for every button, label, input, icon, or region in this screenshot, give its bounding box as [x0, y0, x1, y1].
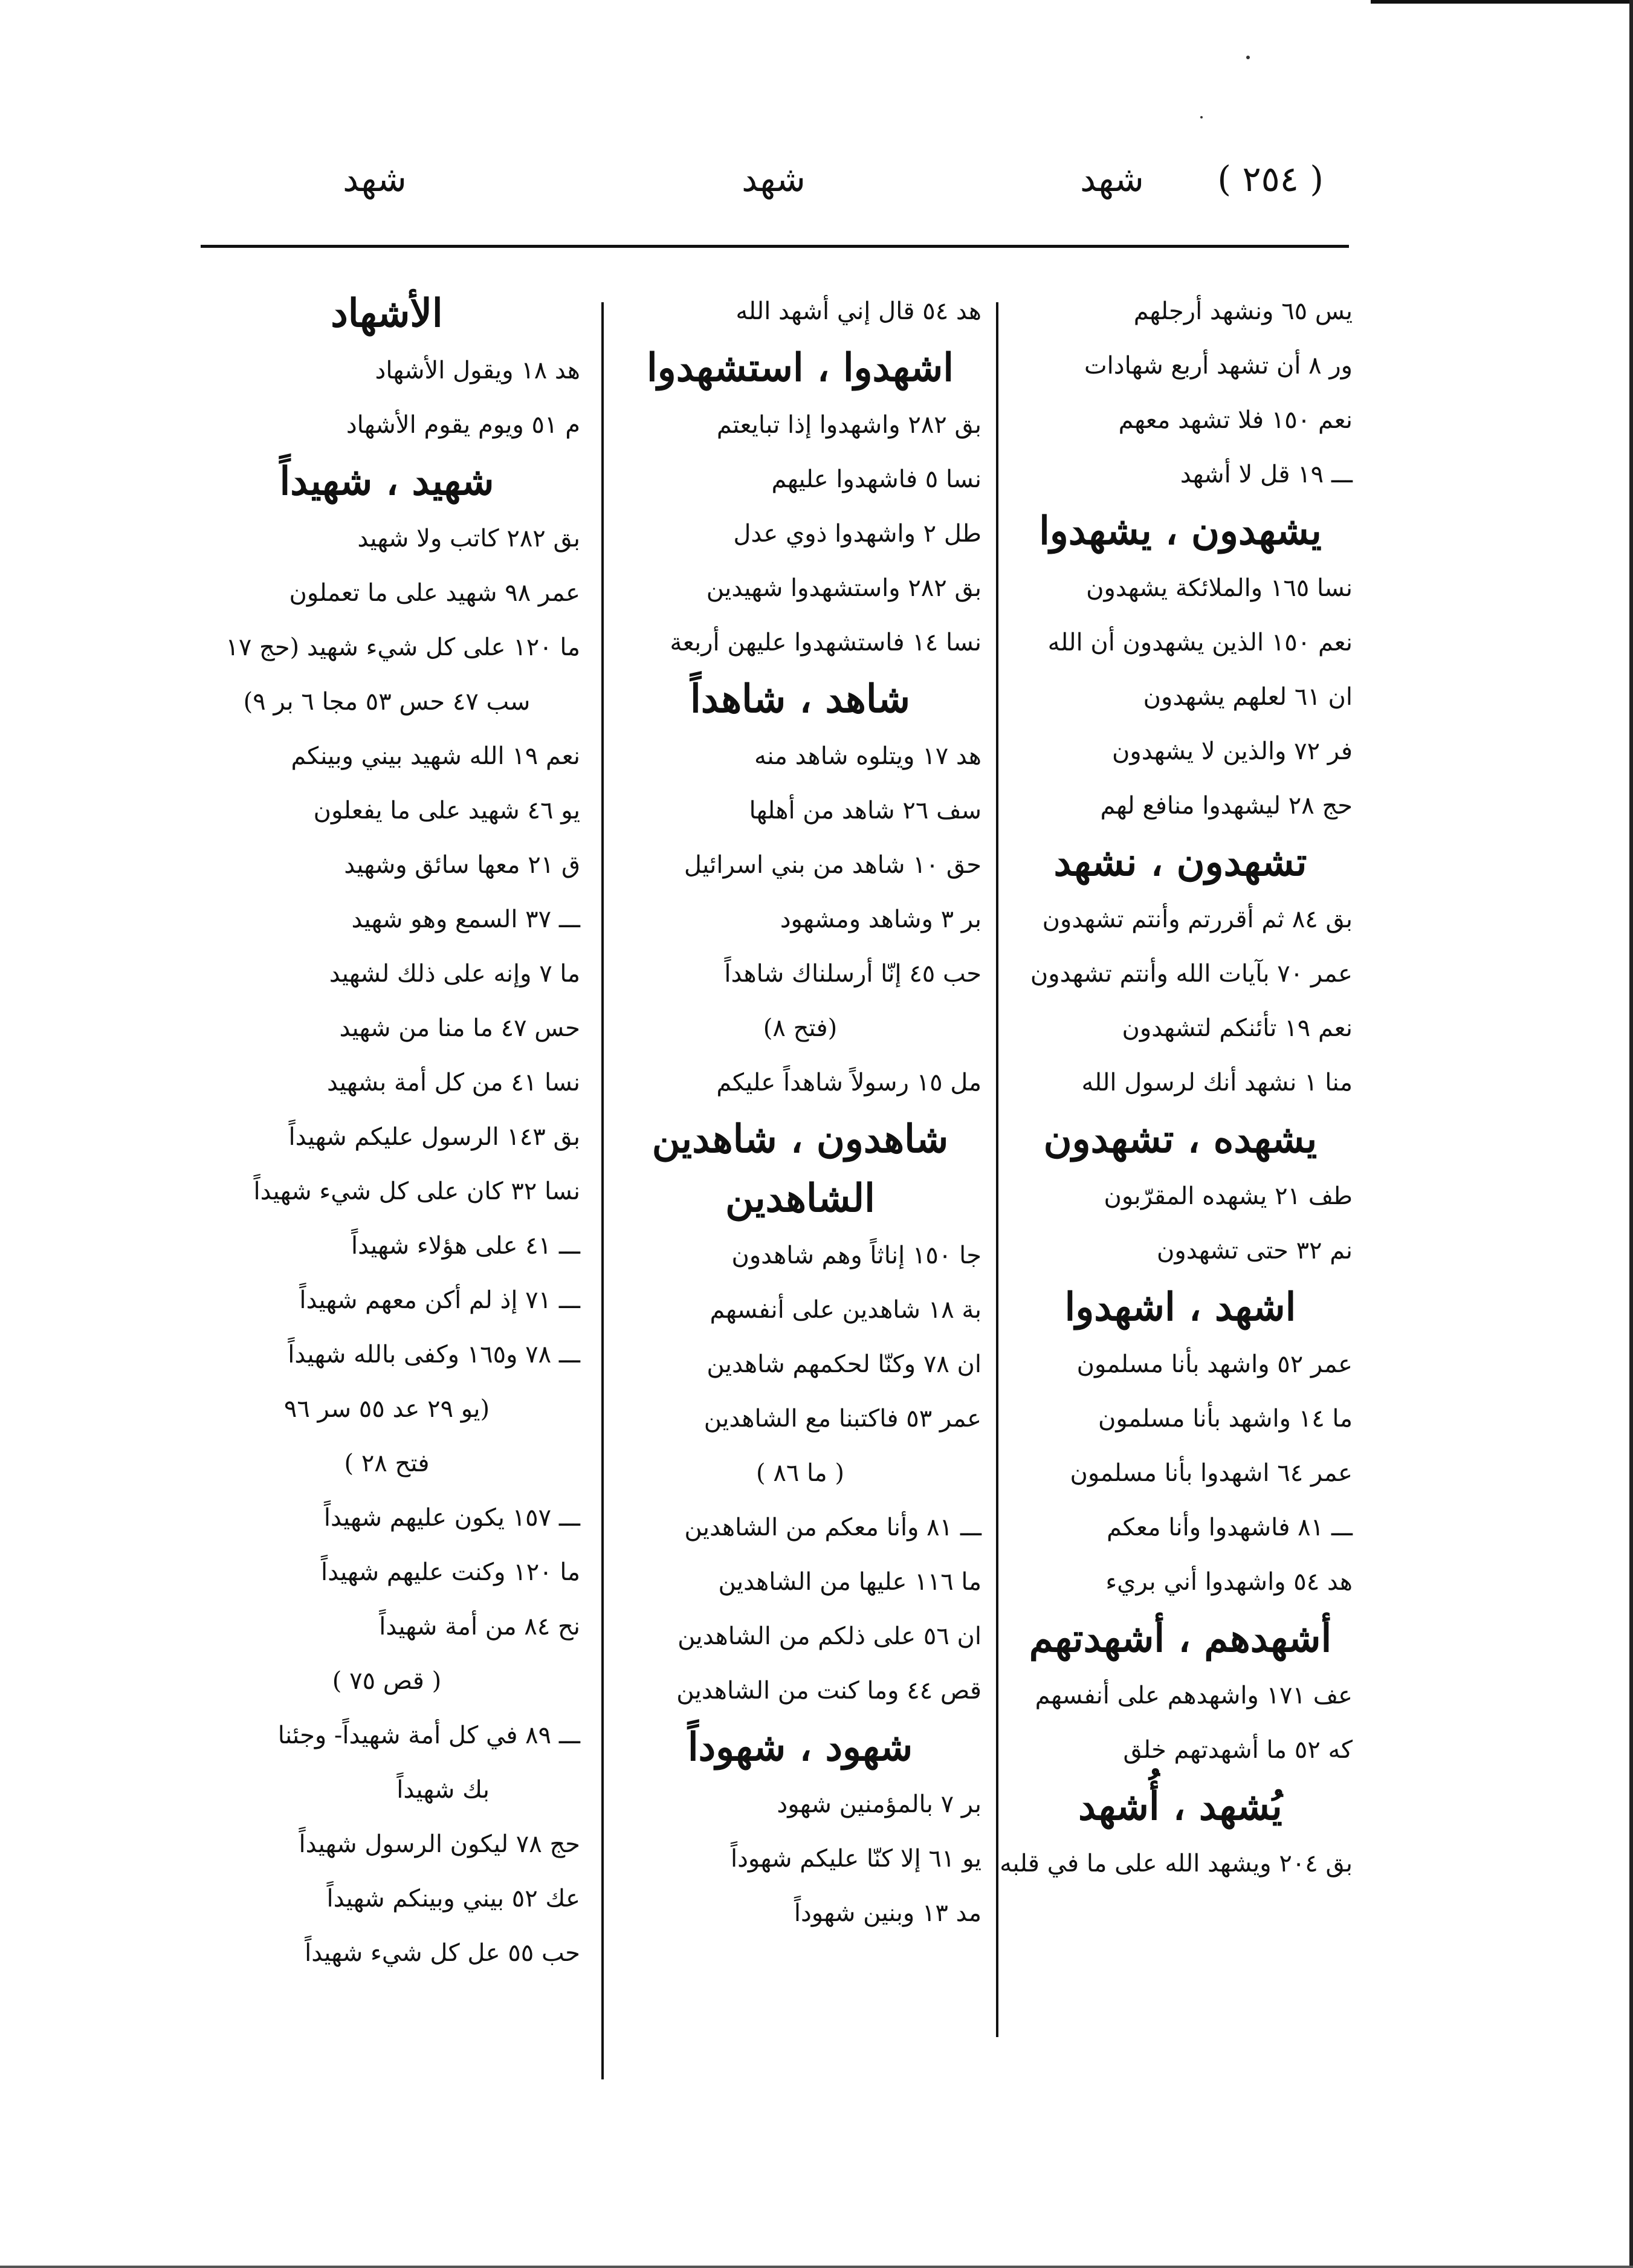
- concordance-entry: هد ١٨ ويقول الأشهاد: [375, 357, 580, 384]
- running-head-left: شهد: [343, 158, 407, 199]
- concordance-entry: ور ٨ أن تشهد أربع شهادات: [1084, 352, 1353, 380]
- concordance-entry: كه ٥٢ ما أشهدتهم خلق: [1123, 1736, 1353, 1764]
- concordance-entry: ق ٢١ معها سائق وشهيد: [344, 851, 580, 879]
- concordance-entry: م ٥١ ويوم يقوم الأشهاد: [346, 411, 580, 439]
- concordance-entry: عمر ٧٠ بآيات الله وأنتم تشهدون: [1030, 960, 1353, 988]
- concordance-entry: طل ٢ واشهدوا ذوي عدل: [733, 520, 981, 548]
- concordance-entry: ما ٧ وإنه على ذلك لشهيد: [329, 960, 580, 988]
- scan-top-bar: [1371, 0, 1633, 4]
- concordance-entry: ما ١٢٠ على كل شيء شهيد (حج ١٧: [225, 633, 580, 661]
- word-heading: أشهدهم ، أشهدتهم: [1029, 1616, 1332, 1661]
- concordance-entry: بك شهيداً: [396, 1776, 490, 1804]
- concordance-entry: ان ٥٦ على ذلكم من الشاهدين: [677, 1622, 981, 1650]
- concordance-entry: عمر ٥٢ واشهد بأنا مسلمون: [1076, 1350, 1353, 1378]
- running-head-middle: شهد: [742, 158, 806, 199]
- concordance-entry: ما ١٤ واشهد بأنا مسلمون: [1098, 1405, 1353, 1433]
- concordance-entry: بق ٢٨٢ واستشهدوا شهيدين: [706, 574, 981, 602]
- concordance-entry: سف ٢٦ شاهد من أهلها: [749, 797, 981, 825]
- concordance-entry: حس ٤٧ ما منا من شهيد: [339, 1014, 580, 1042]
- concordance-entry: نح ٨٤ من أمة شهيداً: [379, 1613, 580, 1641]
- scan-bottom-edge: [0, 2266, 1633, 2268]
- concordance-entry: هد ١٧ ويتلوه شاهد منه: [754, 742, 981, 770]
- word-heading: اشهد ، اشهدوا: [1064, 1285, 1296, 1330]
- concordance-entry: نعم ١٩ تأئنكم لتشهدون: [1122, 1014, 1353, 1042]
- concordance-entry: فر ٧٢ والذين لا يشهدون: [1112, 737, 1353, 765]
- concordance-entry: قص ٤٤ وما كنت من الشاهدين: [676, 1677, 981, 1705]
- word-heading: يشهدون ، يشهدوا: [1039, 508, 1322, 554]
- concordance-entry: جا ١٥٠ إناثاً وهم شاهدون: [731, 1242, 981, 1269]
- concordance-entry: حق ١٠ شاهد من بني اسرائيل: [684, 851, 981, 879]
- cross-reference: فتح ٢٨ ): [344, 1450, 430, 1477]
- concordance-entry: نسا ٤١ من كل أمة بشهيد: [326, 1069, 580, 1097]
- word-heading: تشهدون ، نشهد: [1053, 840, 1307, 885]
- concordance-entry: بة ١٨ شاهدين على أنفسهم: [710, 1296, 981, 1324]
- word-heading: اشهدوا ، استشهدوا: [647, 345, 954, 390]
- concordance-entry: مل ١٥ رسولاً شاهداً عليكم: [716, 1069, 981, 1097]
- concordance-entry: ـــ ٨٩ في كل أمة شهيداً- وجئنا: [277, 1722, 580, 1749]
- word-heading: شاهد ، شاهداً: [690, 676, 910, 722]
- concordance-entry: بق ٢٨٢ كاتب ولا شهيد: [357, 525, 580, 552]
- concordance-entry: ـــ ١٩ قل لا أشهد: [1180, 461, 1353, 488]
- column-right: [1000, 284, 1353, 1891]
- concordance-entry: بق ٢٨٢ واشهدوا إذا تبايعتم: [716, 411, 981, 439]
- concordance-entry: يو ٦١ إلا كنّا عليكم شهوداً: [730, 1845, 981, 1873]
- concordance-entry: ـــ ٣٧ السمع وهو شهيد: [351, 906, 580, 933]
- column-divider-right: [996, 302, 998, 2037]
- concordance-entry: ـــ ٧٨ و١٦٥ وكفى بالله شهيداً: [288, 1341, 580, 1369]
- concordance-entry: ـــ ٨١ فاشهدوا وأنا معكم: [1107, 1514, 1353, 1541]
- concordance-entry: بر ٧ بالمؤمنين شهود: [777, 1790, 981, 1818]
- column-middle: [619, 284, 981, 1940]
- concordance-entry: نعم ١٥٠ الذين يشهدون أن الله: [1047, 629, 1353, 656]
- concordance-entry: بق ١٤٣ الرسول عليكم شهيداً: [288, 1123, 580, 1151]
- concordance-entry: نعم ١٥٠ فلا تشهد معهم: [1118, 406, 1353, 434]
- word-heading: يشهده ، تشهدون: [1043, 1116, 1318, 1162]
- concordance-entry: حب ٥٥ عل كل شيء شهيداً: [305, 1939, 580, 1967]
- concordance-entry: نم ٣٢ حتى تشهدون: [1157, 1237, 1353, 1265]
- word-heading: الشاهدين: [725, 1176, 875, 1221]
- column-left: [193, 284, 580, 1980]
- concordance-entry: حب ٤٥ إنّا أرسلناك شاهداً: [724, 960, 981, 988]
- header-rule: [201, 245, 1349, 248]
- word-heading: يُشهد ، أُشهد: [1078, 1784, 1282, 1829]
- concordance-entry: عك ٥٢ بيني وبينكم شهيداً: [326, 1885, 580, 1913]
- concordance-entry: نعم ١٩ الله شهيد بيني وبينكم: [291, 742, 580, 770]
- concordance-entry: ـــ ٧١ إذ لم أكن معهم شهيداً: [299, 1286, 580, 1314]
- cross-reference: سب ٤٧ حس ٥٣ مجا ٦ بر ٩): [243, 688, 531, 716]
- concordance-entry: يس ٦٥ ونشهد أرجلهم: [1133, 297, 1353, 325]
- concordance-entry: بر ٣ وشاهد ومشهود: [780, 906, 981, 933]
- concordance-entry: يو ٤٦ شهيد على ما يفعلون: [313, 797, 580, 825]
- concordance-entry: عمر ٩٨ شهيد على ما تعملون: [289, 579, 580, 607]
- concordance-entry: مد ١٣ وبنين شهوداً: [794, 1899, 981, 1927]
- concordance-entry: ـــ ٨١ وأنا معكم من الشاهدين: [684, 1514, 981, 1541]
- concordance-entry: ـــ ١٥٧ يكون عليهم شهيداً: [323, 1504, 580, 1532]
- word-heading: شهيد ، شهيداً: [279, 459, 494, 504]
- concordance-entry: طف ٢١ يشهده المقرّبون: [1104, 1182, 1353, 1210]
- concordance-entry: منا ١ نشهد أنك لرسول الله: [1081, 1069, 1353, 1097]
- concordance-entry: عف ١٧١ واشهدهم على أنفسهم: [1035, 1682, 1353, 1709]
- concordance-entry: ما ١٢٠ وكنت عليهم شهيداً: [320, 1558, 580, 1586]
- scan-speck: [1200, 116, 1203, 118]
- concordance-entry: ان ٦١ لعلهم يشهدون: [1143, 683, 1353, 711]
- running-head-right: شهد: [1080, 158, 1144, 199]
- concordance-entry: نسا ١٤ فاستشهدوا عليهن أربعة: [670, 629, 981, 656]
- concordance-entry: بق ٢٠٤ ويشهد الله على ما في قلبه: [1000, 1850, 1353, 1878]
- concordance-entry: نسا ٥ فاشهدوا عليهم: [771, 465, 981, 493]
- concordance-entry: نسا ٣٢ كان على كل شيء شهيداً: [253, 1178, 580, 1205]
- cross-reference: ( قص ٧٥ ): [332, 1667, 442, 1695]
- concordance-entry: بق ٨٤ ثم أقررتم وأنتم تشهدون: [1042, 906, 1353, 933]
- concordance-entry: نسا ١٦٥ والملائكة يشهدون: [1086, 574, 1353, 602]
- concordance-entry: هد ٥٤ قال إني أشهد الله: [736, 297, 981, 325]
- concordance-entry: ـــ ٤١ على هؤلاء شهيداً: [351, 1232, 580, 1260]
- page-number: ( ٢٥٤ ): [1217, 158, 1324, 199]
- concordance-entry: حج ٢٨ ليشهدوا منافع لهم: [1100, 792, 1353, 820]
- word-heading: الأشهاد: [331, 291, 443, 336]
- cross-reference: (فتح ٨): [763, 1014, 838, 1042]
- scan-speck: [1246, 56, 1250, 59]
- concordance-entry: ما ١١٦ عليها من الشاهدين: [718, 1568, 981, 1596]
- concordance-entry: ان ٧٨ وكنّا لحكمهم شاهدين: [707, 1350, 981, 1378]
- word-heading: شاهدون ، شاهدين: [652, 1116, 949, 1162]
- cross-reference: ( ما ٨٦ ): [756, 1459, 844, 1487]
- column-divider-left: [601, 302, 604, 2079]
- concordance-entry: عمر ٦٤ اشهدوا بأنا مسلمون: [1070, 1459, 1353, 1487]
- scan-right-edge: [1629, 0, 1633, 2268]
- concordance-entry: هد ٥٤ واشهدوا أني بريء: [1105, 1568, 1353, 1596]
- word-heading: شهود ، شهوداً: [687, 1725, 913, 1770]
- cross-reference: (يو ٢٩ عد ٥٥ سر ٩٦: [283, 1395, 490, 1423]
- concordance-entry: حج ٧٨ ليكون الرسول شهيداً: [299, 1830, 580, 1858]
- concordance-entry: عمر ٥٣ فاكتبنا مع الشاهدين: [703, 1405, 981, 1433]
